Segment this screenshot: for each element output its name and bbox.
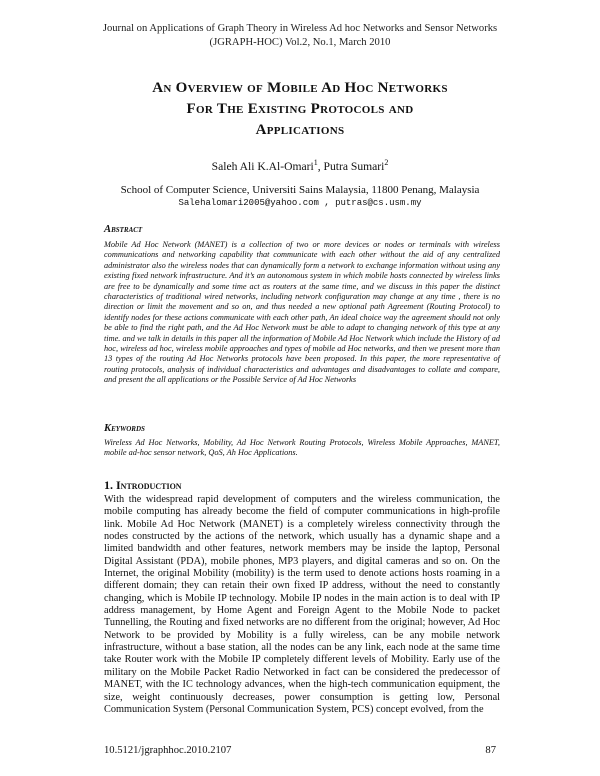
introduction-heading: 1. Introduction [104, 478, 182, 492]
journal-volume: (JGRAPH-HOC) Vol.2, No.1, March 2010 [209, 36, 391, 48]
abstract-text: Mobile Ad Hoc Network (MANET) is a collection of two or more devices or nodes or terminals with wireless communications and networking capability that communicate with each other without the aid of any centralized administrator also the wireless nodes that can dynamically form a network to exchange information without using any existing fixed network infrastructure. And it’s an autonomous system in which mobile hosts connected by wireless links are free to be dynamically and some time act as routers at the same time, and we discuss in this paper the distinct characteristics of traditional wired networks, including network configuration may change at any time , there is no direction or limit the movement and so on, and thus needed a new optional path Agreement (Routing Protocol) to identify nodes for these actions communicate with each other path, An ideal choice way the agreement should not only be able to find the right path, and the Ad Hoc Network must be able to adapt to changing network of this type at any time. and we talk in details in this paper all the information of Mobile Ad Hoc Network which include the History of ad hoc, wireless ad hoc, wireless mobile approaches and types of mobile ad Hoc networks, and then we present more than 13 types of the routing Ad Hoc Networks protocols have been proposed. In this paper, the more representative of routing protocols, analysis of individual characteristics and advantages and disadvantages to collate and compare, and present the all applications or the Possible Service of Ad Hoc Networks [104, 240, 500, 385]
footer-doi: 10.5121/jgraphhoc.2010.2107 [104, 745, 232, 756]
author-1: Saleh Ali K.Al-Omari [211, 159, 314, 173]
keywords-heading: Keywords [104, 423, 145, 434]
author-2-affil: 2 [384, 158, 389, 167]
keywords-text: Wireless Ad Hoc Networks, Mobility, Ad Hoc Network Routing Protocols, Wireless Mobile Approaches, MANET, mobile ad-hoc sensor network, QoS, Ah Hoc Applications. [104, 438, 500, 458]
title-line-2: For The Existing Protocols and [186, 101, 414, 117]
page-number: 87 [485, 745, 496, 756]
author-2: Putra Sumari [323, 159, 385, 173]
introduction-text: With the widespread rapid development of computers and the wireless communication, the mobile computing has already become the field of computer communications in high-profile link. Mobile Ad Hoc Network (MANET) is a completely wireless connectivity through the nodes constructed by the actions of the network, which usually has a dynamic shape and a limited bandwidth and other features, network members may be inside the laptop, Personal Digital Assistant (PDA), mobile phones, MP3 players, and digital cameras and so on. On the Internet, the original Mobility (mobility) is the term used to denote actions hosts roaming in a different domain; they can retain their own fixed IP address, without the need to constantly changing, which is Mobile IP technology. Mobile IP nodes in the main action is to deal with IP address management, by Home Agent and Foreign Agent to the Mobile Node to packet Tunnelling, the Routing and fixed networks are no different from the original; however, Ad Hoc Network to be provided by Mobility is a fully wireless, can be any mobile network infrastructure, without a base station, all the nodes can be any link, each node at the same time take Router work with the Mobile IP completely different levels of Mobility. Early use of the military on the Mobile Packet Radio Networked in fact can be considered the predecessor of MANET, with the IC technology advances, when the high-tech communication equipment, the size, weight continuously decreases, power consumption is getting low, Personal Communication System (Personal Communication System, PCS) concept evolved, from the [104, 494, 500, 715]
title-line-3: Applications [255, 122, 345, 138]
author-separator: , [317, 159, 324, 173]
author-emails: Salehalomari2005@yahoo.com , putras@cs.usm.my [178, 198, 422, 208]
journal-name: Journal on Applications of Graph Theory in Wireless Ad hoc Networks and Sensor Networks [102, 23, 498, 34]
title-line-1: An Overview of Mobile Ad Hoc Networks [152, 80, 448, 96]
journal-header [60, 22, 540, 49]
abstract-heading: Abstract [104, 224, 143, 235]
author-list [100, 158, 500, 173]
author-1-affil: 1 [313, 158, 318, 167]
paper-title [40, 78, 560, 141]
affiliation: School of Computer Science, Universiti Sains Malaysia, 11800 Penang, Malaysia [120, 184, 480, 196]
